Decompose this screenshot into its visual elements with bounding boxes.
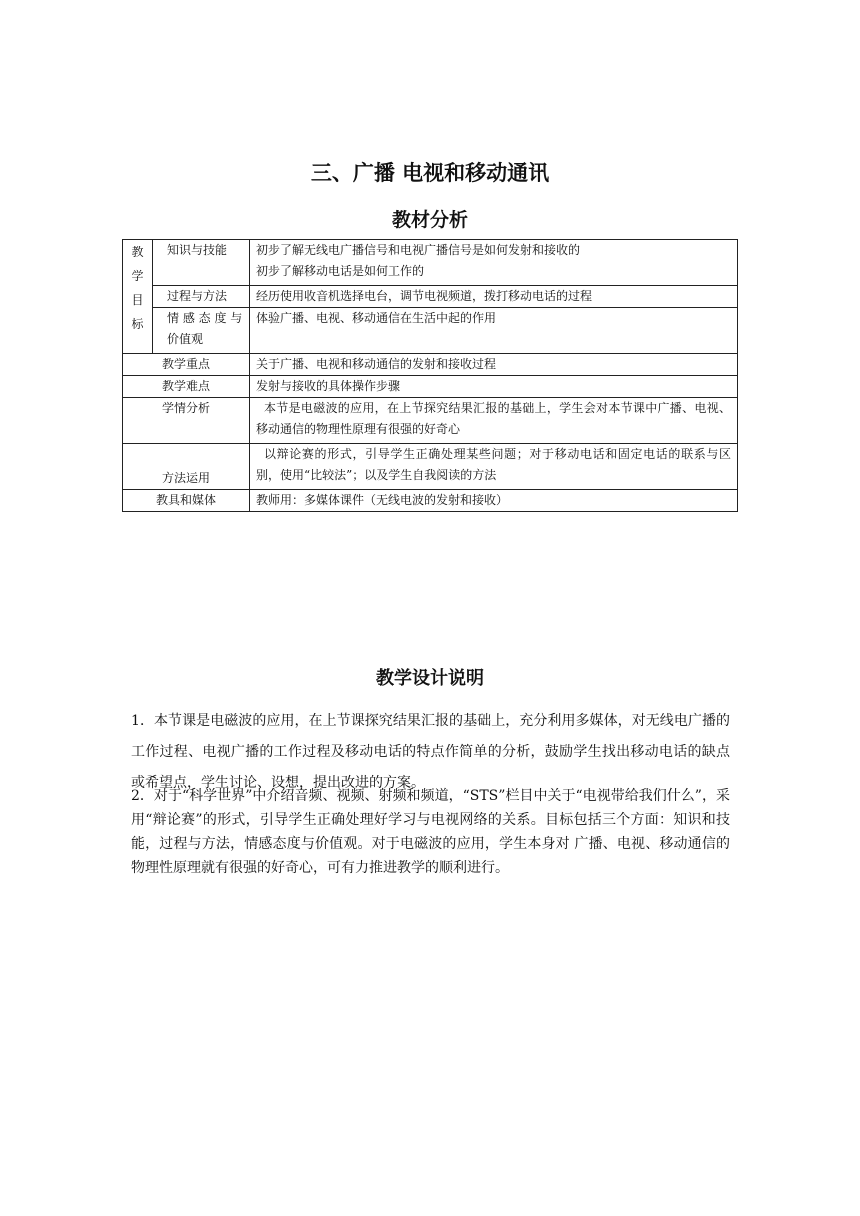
row-content: 发射与接收的具体操作步骤 bbox=[250, 376, 738, 398]
design-paragraph: 2．对于“科学世界”中介绍音频、视频、射频和频道，“STS”栏目中关于“电视带给我们什么”，采用“辩论赛”的形式，引导学生正确处理好学习与电视网络的关系。目标包括三个方面：知识和技能，过程与方法，情感态度与价值观。对于电磁波的应用，学生本身对 广播、电视、移动通信的物理性原理就有很强的好奇心，可有力推进教学的顺利进行。 bbox=[131, 788, 730, 876]
goal-label-char: 学 bbox=[131, 269, 144, 283]
row-content bbox=[250, 398, 738, 444]
row-content: 关于广播、电视和移动通信的发射和接收过程 bbox=[250, 354, 738, 376]
row-content: 体验广播、电视、移动通信在生活中起的作用 bbox=[250, 308, 738, 354]
table-row bbox=[123, 376, 738, 398]
table-row bbox=[123, 398, 738, 444]
table-row bbox=[123, 444, 738, 490]
row-label: 方法运用 bbox=[123, 444, 250, 490]
row-label: 知识与技能 bbox=[153, 240, 250, 286]
content-line: 初步了解无线电广播信号和电视广播信号是如何发射和接收的 bbox=[256, 243, 581, 257]
label-line: 情 感 态 度 与 bbox=[167, 311, 243, 325]
row-label: 过程与方法 bbox=[153, 286, 250, 308]
table-row bbox=[123, 354, 738, 376]
label-line: 价值观 bbox=[167, 332, 204, 346]
row-content bbox=[250, 240, 738, 286]
table-row bbox=[123, 308, 738, 354]
row-content: 经历使用收音机选择电台，调节电视频道，拨打移动电话的过程 bbox=[250, 286, 738, 308]
content-text: 本节是电磁波的应用，在上节探究结果汇报的基础上，学生会对本节课中广播、电视、移动通信的物理性原理有很强的好奇心 bbox=[256, 401, 731, 436]
design-paragraph: 1．本节课是电磁波的应用，在上节课探究结果汇报的基础上，充分利用多媒体，对无线电广播的工作过程、电视广播的工作过程及移动电话的特点作简单的分析，鼓励学生找出移动电话的缺点或希望点，学生讨论、设想，提出改进的方案。 bbox=[131, 713, 730, 791]
row-label: 学情分析 bbox=[123, 398, 250, 444]
table-row bbox=[123, 240, 738, 286]
row-label: 教学重点 bbox=[123, 354, 250, 376]
goal-label-char: 标 bbox=[131, 317, 144, 331]
content-line: 初步了解移动电话是如何工作的 bbox=[256, 264, 425, 278]
section-title-design: 教学设计说明 bbox=[376, 668, 484, 689]
content-text: 以辩论赛的形式，引导学生正确处理某些问题；对于移动电话和固定电话的联系与区别，使用“比较法”；以及学生自我阅读的方法 bbox=[256, 447, 731, 482]
row-label bbox=[153, 308, 250, 354]
row-content: 教师用：多媒体课件（无线电波的发射和接收） bbox=[250, 490, 738, 512]
analysis-table bbox=[122, 239, 738, 512]
row-content bbox=[250, 444, 738, 490]
row-label: 教具和媒体 bbox=[123, 490, 250, 512]
table-row bbox=[123, 286, 738, 308]
section-title-analysis: 教材分析 bbox=[391, 209, 468, 231]
goal-label-char: 目 bbox=[131, 293, 144, 307]
page-title: 三、广播 电视和移动通讯 bbox=[310, 161, 550, 185]
goal-label-char: 教 bbox=[131, 245, 144, 259]
row-label: 教学难点 bbox=[123, 376, 250, 398]
goal-label-cell bbox=[123, 240, 153, 354]
table-row bbox=[123, 490, 738, 512]
